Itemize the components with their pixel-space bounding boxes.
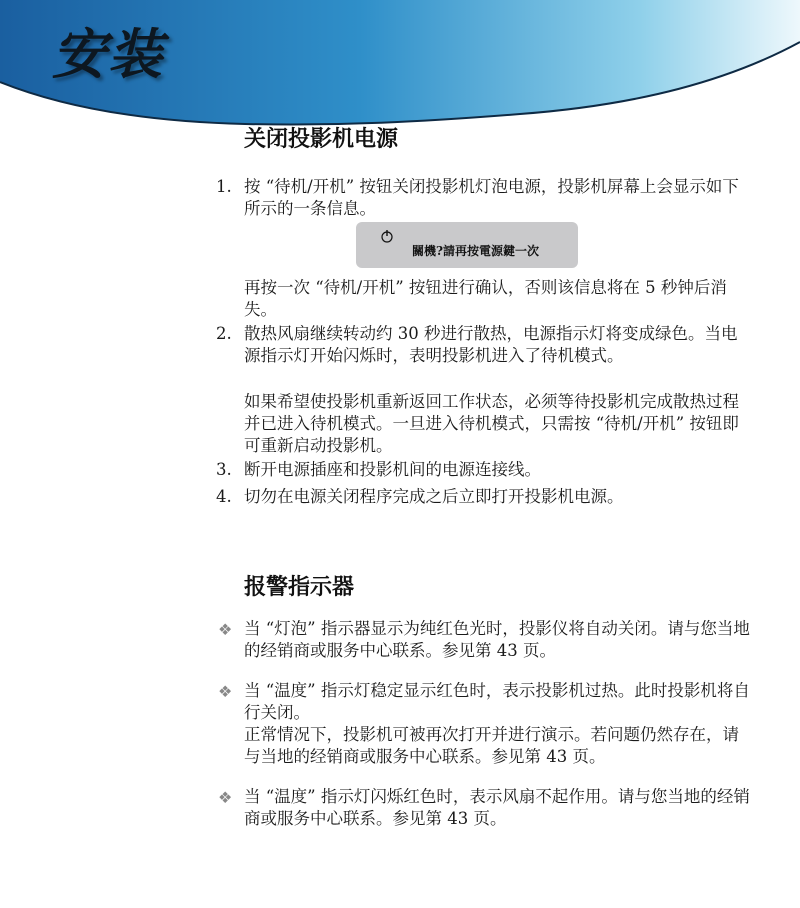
step-number: 2.: [216, 324, 232, 343]
osd-message-box: [356, 222, 578, 268]
diamond-bullet-icon: ❖: [218, 620, 233, 639]
step-text: 散热风扇继续转动约 30 秒进行散热，电源指示灯将变成绿色。当电源指示灯开始闪烁时，表明投影机进入了待机模式。: [244, 324, 738, 365]
step-number: 3.: [216, 460, 232, 479]
step-text: 按 “待机/开机” 按钮关闭投影机灯泡电源，投影机屏幕上会显示如下所示的一条信息。: [244, 177, 739, 218]
step-text-confirm: 再按一次 “待机/开机” 按钮进行确认，否则该信息将在 5 秒钟后消失。: [244, 278, 727, 319]
power-icon: [380, 229, 394, 243]
step-text-extra: 如果希望使投影机重新返回工作状态，必须等待投影机完成散热过程并已进入待机模式。一旦进入待机模式，只需按 “待机/开机” 按钮即可重新启动投影机。: [244, 392, 739, 455]
osd-message-text: 關機?請再按電源鍵一次: [412, 244, 540, 258]
page-title: 安装: [52, 23, 164, 86]
header-banner: [0, 0, 800, 130]
list-item-continued: 正常情况下，投影机可被再次打开并进行演示。若问题仍然存在，请与当地的经销商或服务中心联系。参见第 43 页。: [244, 725, 739, 766]
step-number: 1.: [216, 177, 232, 196]
diamond-bullet-icon: ❖: [218, 788, 233, 807]
step-number: 4.: [216, 487, 232, 506]
step-text: 断开电源插座和投影机间的电源连接线。: [244, 460, 541, 479]
diamond-bullet-icon: ❖: [218, 682, 233, 701]
list-item: 当 “温度” 指示灯闪烁红色时，表示风扇不起作用。请与您当地的经销商或服务中心联系。参见第 43 页。: [244, 787, 750, 828]
step-text: 切勿在电源关闭程序完成之后立即打开投影机电源。: [244, 487, 624, 506]
section-title-power-off: 关闭投影机电源: [244, 127, 399, 152]
section-title-warning-indicators: 报警指示器: [244, 575, 355, 600]
list-item: 当 “灯泡” 指示器显示为纯红色光时，投影仪将自动关闭。请与您当地的经销商或服务中心联系。参见第 43 页。: [244, 619, 750, 660]
list-item: 当 “温度” 指示灯稳定显示红色时，表示投影机过热。此时投影机将自行关闭。: [244, 681, 750, 722]
